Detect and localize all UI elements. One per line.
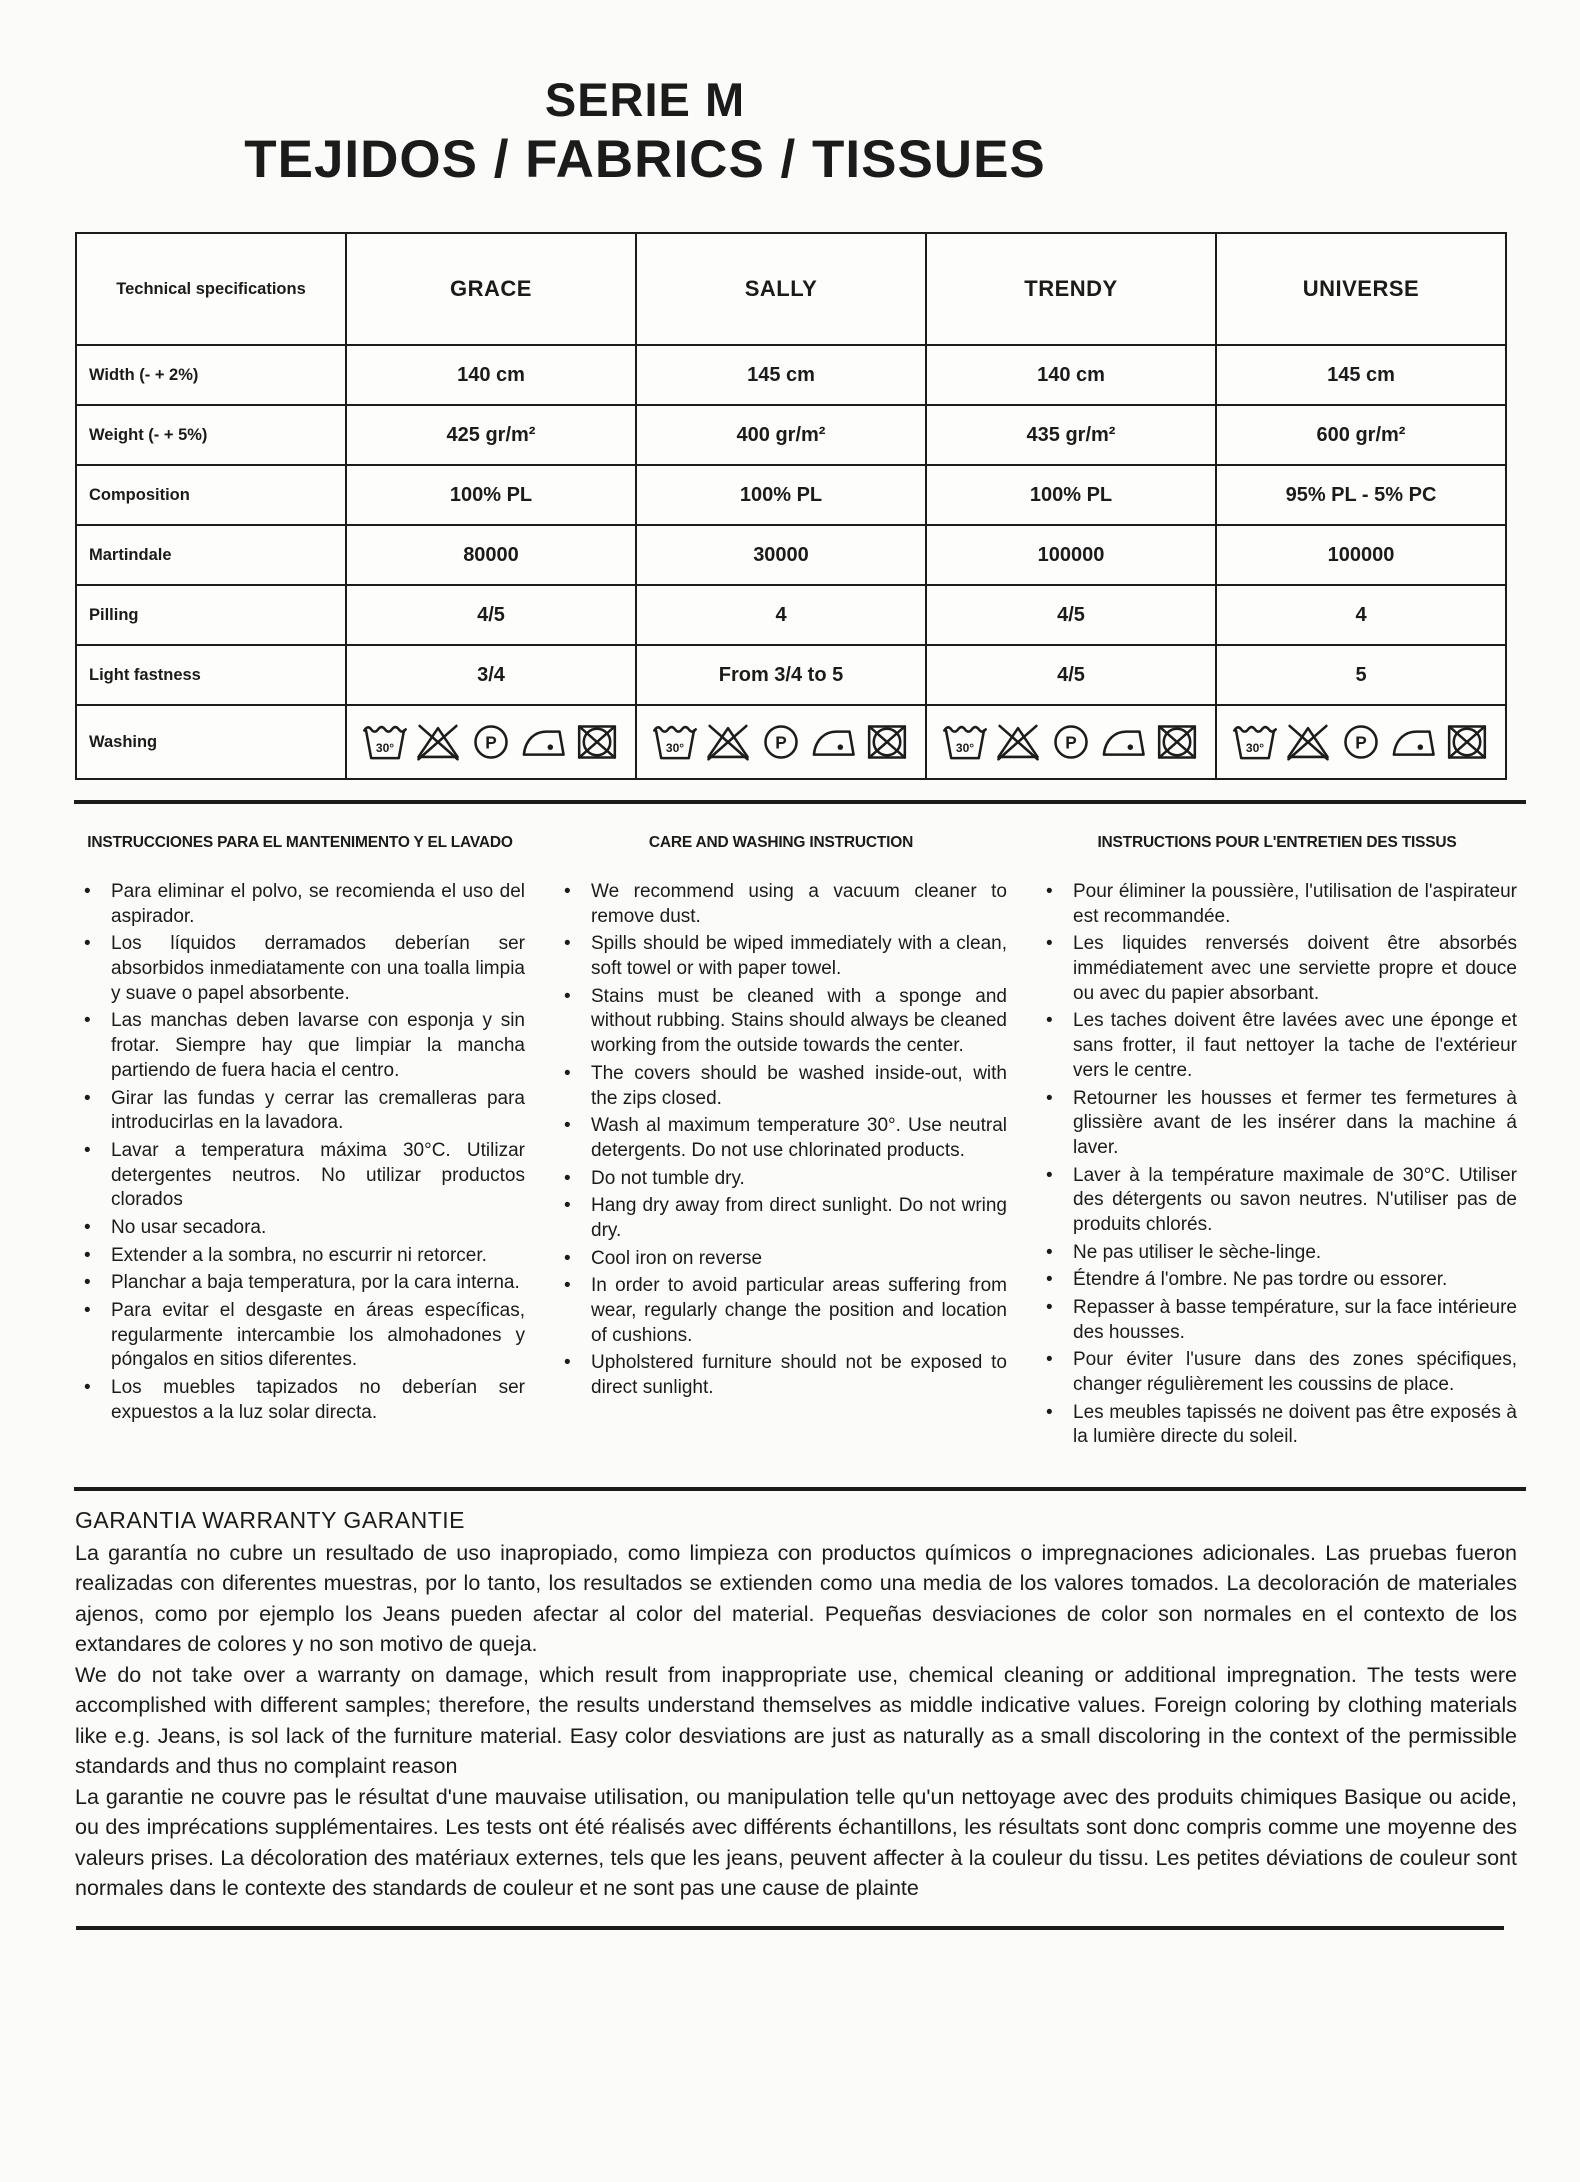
- divider-bottom: [76, 1926, 1504, 1930]
- row-label: Light fastness: [76, 645, 346, 705]
- do-not-tumble-dry-icon: [864, 722, 910, 762]
- spec-value: 425 gr/m²: [346, 405, 636, 465]
- dry-clean-p-icon: [468, 722, 514, 762]
- spec-value: 100000: [926, 525, 1216, 585]
- list-item: • No usar secadora.: [75, 1216, 525, 1241]
- list-item: • Stains must be cleaned with a sponge and without rubbing. Stains should always be cleaned working from the outside towards the center.: [555, 985, 1007, 1059]
- title-series: SERIE M: [544, 73, 746, 126]
- list-item: • Extender a la sombra, no escurrir ni retorcer.: [75, 1244, 525, 1269]
- spec-table-head: [76, 233, 1506, 345]
- do-not-tumble-dry-icon: [574, 722, 620, 762]
- list-item: • Do not tumble dry.: [555, 1167, 1007, 1192]
- spec-value: 100% PL: [346, 465, 636, 525]
- fabric-column-header: TRENDY: [926, 233, 1216, 345]
- iron-low-icon: [1391, 722, 1437, 762]
- instructions-column-0: [75, 834, 525, 1453]
- spec-value: 5: [1216, 645, 1506, 705]
- warranty-paragraph: La garantie ne couvre pas le résultat d'une mauvaise utilisation, ou manipulation telle qu'un nettoyage avec des produits chimiques Basique ou acide, ou des imprécations supplémentaires. Les tests ont été réalisés avec différents échantillons, les résultats sont donc compris comme une moyenne des valeurs prises. La décoloration des matériaux externes, tels que les jeans, peuvent affecter à la couleur du tissu. Les petites déviations de couleur sont normales dans le contexte des standards de couleur et ne sont pas une cause de plainte: [75, 1784, 1517, 1901]
- warranty-paragraphs: [75, 1538, 1517, 1904]
- iron-low-icon: [811, 722, 857, 762]
- fabric-column-header: SALLY: [636, 233, 926, 345]
- instructions-heading: INSTRUCTIONS POUR L'ENTRETIEN DES TISSUS: [1097, 834, 1457, 851]
- do-not-bleach-icon: [415, 722, 461, 762]
- instructions-heading: INSTRUCCIONES PARA EL MANTENIMENTO Y EL LAVADO: [87, 834, 513, 851]
- instructions-list: [75, 880, 525, 1425]
- svg-text:P: P: [775, 732, 787, 753]
- list-item: • Las manchas deben lavarse con esponja y sin frotar. Siempre hay que limpiar la mancha partiendo de fuera hacia el centro.: [75, 1009, 525, 1083]
- instructions-list: [1037, 880, 1517, 1450]
- spec-value: 4/5: [926, 585, 1216, 645]
- dry-clean-p-icon: [1338, 722, 1384, 762]
- spec-value: 95% PL - 5% PC: [1216, 465, 1506, 525]
- do-not-bleach-icon: [1285, 722, 1331, 762]
- wash-30-icon: [652, 722, 698, 762]
- spec-value: 145 cm: [1216, 345, 1506, 405]
- list-item: • Laver à la température maximale de 30°C. Utiliser des détergents ou savon neutres. N'utiliser pas de produits chlorés.: [1037, 1164, 1517, 1238]
- spec-value: 435 gr/m²: [926, 405, 1216, 465]
- row-label: Weight (- + 5%): [76, 405, 346, 465]
- care-symbol-strip: [638, 722, 924, 762]
- spec-value: 145 cm: [636, 345, 926, 405]
- svg-text:30°: 30°: [375, 740, 395, 755]
- warranty-heading: GARANTIA WARRANTY GARANTIE: [75, 1506, 465, 1533]
- care-instructions: [75, 834, 1580, 1453]
- care-symbol-strip: [348, 722, 634, 762]
- wash-30-icon: [362, 722, 408, 762]
- table-corner-label: Technical specifications: [76, 233, 346, 345]
- list-item: • Cool iron on reverse: [555, 1247, 1007, 1272]
- spec-value: 400 gr/m²: [636, 405, 926, 465]
- washing-icons-cell: [346, 705, 636, 779]
- instructions-list: [555, 880, 1007, 1401]
- warranty-section: [75, 1507, 1517, 1904]
- spec-value: 100000: [1216, 525, 1506, 585]
- row-label: Pilling: [76, 585, 346, 645]
- row-label: Composition: [76, 465, 346, 525]
- spec-value: 3/4: [346, 645, 636, 705]
- spec-value: 600 gr/m²: [1216, 405, 1506, 465]
- instructions-heading: CARE AND WASHING INSTRUCTION: [648, 834, 914, 851]
- svg-text:30°: 30°: [1245, 740, 1265, 755]
- do-not-bleach-icon: [995, 722, 1041, 762]
- list-item: • Les liquides renversés doivent être absorbés immédiatement avec une serviette propre et douce ou avec du papier absorbant.: [1037, 932, 1517, 1006]
- fabric-column-header: GRACE: [346, 233, 636, 345]
- list-item: • Los muebles tapizados no deberían ser expuestos a la luz solar directa.: [75, 1376, 525, 1425]
- table-row: [76, 345, 1506, 405]
- spec-value: 4: [1216, 585, 1506, 645]
- row-label: Width (- + 2%): [76, 345, 346, 405]
- spec-value: 80000: [346, 525, 636, 585]
- do-not-bleach-icon: [705, 722, 751, 762]
- title-fabrics: TEJIDOS / FABRICS / TISSUES: [244, 130, 1046, 189]
- list-item: • Wash al maximum temperature 30°. Use neutral detergents. Do not use chlorinated products.: [555, 1114, 1007, 1163]
- care-symbol-strip: [1218, 722, 1504, 762]
- spec-value: 30000: [636, 525, 926, 585]
- warranty-paragraph: La garantía no cubre un resultado de uso inapropiado, como limpieza con productos químicos o impregnaciones adicionales. Las pruebas fueron realizadas con diferentes muestras, por lo tanto, los resultados se extienden como una media de los valores tomados. La decoloración de materiales ajenos, como por ejemplo los Jeans pueden afectar al color del material. Pequeñas desviaciones de color son normales en el contexto de los extandares de colores y no son motivo de queja.: [75, 1540, 1517, 1657]
- wash-30-icon: [1232, 722, 1278, 762]
- divider-top: [74, 800, 1526, 804]
- list-item: • Ne pas utiliser le sèche-linge.: [1037, 1241, 1517, 1266]
- row-label: Washing: [76, 705, 346, 779]
- list-item: • Spills should be wiped immediately with a clean, soft towel or with paper towel.: [555, 932, 1007, 981]
- do-not-tumble-dry-icon: [1154, 722, 1200, 762]
- list-item: • Pour éviter l'usure dans des zones spécifiques, changer régulièrement les coussins de place.: [1037, 1348, 1517, 1397]
- spec-value: 4/5: [926, 645, 1216, 705]
- iron-low-icon: [1101, 722, 1147, 762]
- spec-value: 4/5: [346, 585, 636, 645]
- fabric-column-header: UNIVERSE: [1216, 233, 1506, 345]
- list-item: • Para evitar el desgaste en áreas específicas, regularmente intercambie los almohadones y póngalos en sitios diferentes.: [75, 1299, 525, 1373]
- svg-text:30°: 30°: [955, 740, 975, 755]
- dry-clean-p-icon: [1048, 722, 1094, 762]
- list-item: • Pour éliminer la poussière, l'utilisation de l'aspirateur est recommandée.: [1037, 880, 1517, 929]
- list-item: • We recommend using a vacuum cleaner to remove dust.: [555, 880, 1007, 929]
- list-item: • Para eliminar el polvo, se recomienda el uso del aspirador.: [75, 880, 525, 929]
- spec-value: From 3/4 to 5: [636, 645, 926, 705]
- list-item: • Repasser à basse température, sur la face intérieure des housses.: [1037, 1296, 1517, 1345]
- warranty-paragraph: We do not take over a warranty on damage, which result from inappropriate use, chemical cleaning or additional impregnation. The tests were accomplished with different samples; therefore, the results understand themselves as middle indicative values. Foreign coloring by clothing materials like e.g. Jeans, is sol lack of the furniture material. Easy color desviations are just as naturally as a small discoloring in the context of the permissible standards and thus no complaint reason: [75, 1662, 1517, 1779]
- spec-value: 4: [636, 585, 926, 645]
- instructions-column-2: [1037, 834, 1517, 1453]
- list-item: • Los líquidos derramados deberían ser absorbidos inmediatamente con una toalla limpia y suave o papel absorbente.: [75, 932, 525, 1006]
- svg-text:30°: 30°: [665, 740, 685, 755]
- care-symbol-strip: [928, 722, 1214, 762]
- spec-value: 100% PL: [926, 465, 1216, 525]
- dry-clean-p-icon: [758, 722, 804, 762]
- list-item: • In order to avoid particular areas suffering from wear, regularly change the position and location of cushions.: [555, 1274, 1007, 1348]
- washing-icons-cell: [926, 705, 1216, 779]
- document-title: [65, 73, 1225, 189]
- table-row: [76, 405, 1506, 465]
- list-item: • The covers should be washed inside-out, with the zips closed.: [555, 1062, 1007, 1111]
- table-row: [76, 645, 1506, 705]
- list-item: • Upholstered furniture should not be exposed to direct sunlight.: [555, 1351, 1007, 1400]
- svg-text:P: P: [485, 732, 497, 753]
- spec-table-body: [76, 345, 1506, 779]
- list-item: • Retourner les housses et fermer tes fermetures à glissière avant de les insérer dans la machine á laver.: [1037, 1087, 1517, 1161]
- list-item: • Girar las fundas y cerrar las cremalleras para introducirlas en la lavadora.: [75, 1087, 525, 1136]
- washing-icons-cell: [636, 705, 926, 779]
- divider-warranty: [74, 1487, 1526, 1491]
- table-row: [76, 705, 1506, 779]
- svg-text:P: P: [1065, 732, 1077, 753]
- table-row: [76, 465, 1506, 525]
- spec-value: 100% PL: [636, 465, 926, 525]
- list-item: • Hang dry away from direct sunlight. Do not wring dry.: [555, 1194, 1007, 1243]
- list-item: • Planchar a baja temperatura, por la cara interna.: [75, 1271, 525, 1296]
- spec-value: 140 cm: [346, 345, 636, 405]
- list-item: • Les meubles tapissés ne doivent pas être exposés à la lumière directe du soleil.: [1037, 1401, 1517, 1450]
- do-not-tumble-dry-icon: [1444, 722, 1490, 762]
- row-label: Martindale: [76, 525, 346, 585]
- table-row: [76, 585, 1506, 645]
- list-item: • Lavar a temperatura máxima 30°C. Utilizar detergentes neutros. No utilizar productos clorados: [75, 1139, 525, 1213]
- washing-icons-cell: [1216, 705, 1506, 779]
- svg-text:P: P: [1355, 732, 1367, 753]
- iron-low-icon: [521, 722, 567, 762]
- table-row: [76, 525, 1506, 585]
- spec-table: [75, 232, 1507, 780]
- list-item: • Les taches doivent être lavées avec une éponge et sans frotter, il faut nettoyer la tache de l'extérieur vers le centre.: [1037, 1009, 1517, 1083]
- spec-value: 140 cm: [926, 345, 1216, 405]
- list-item: • Étendre á l'ombre. Ne pas tordre ou essorer.: [1037, 1268, 1517, 1293]
- wash-30-icon: [942, 722, 988, 762]
- instructions-column-1: [555, 834, 1007, 1453]
